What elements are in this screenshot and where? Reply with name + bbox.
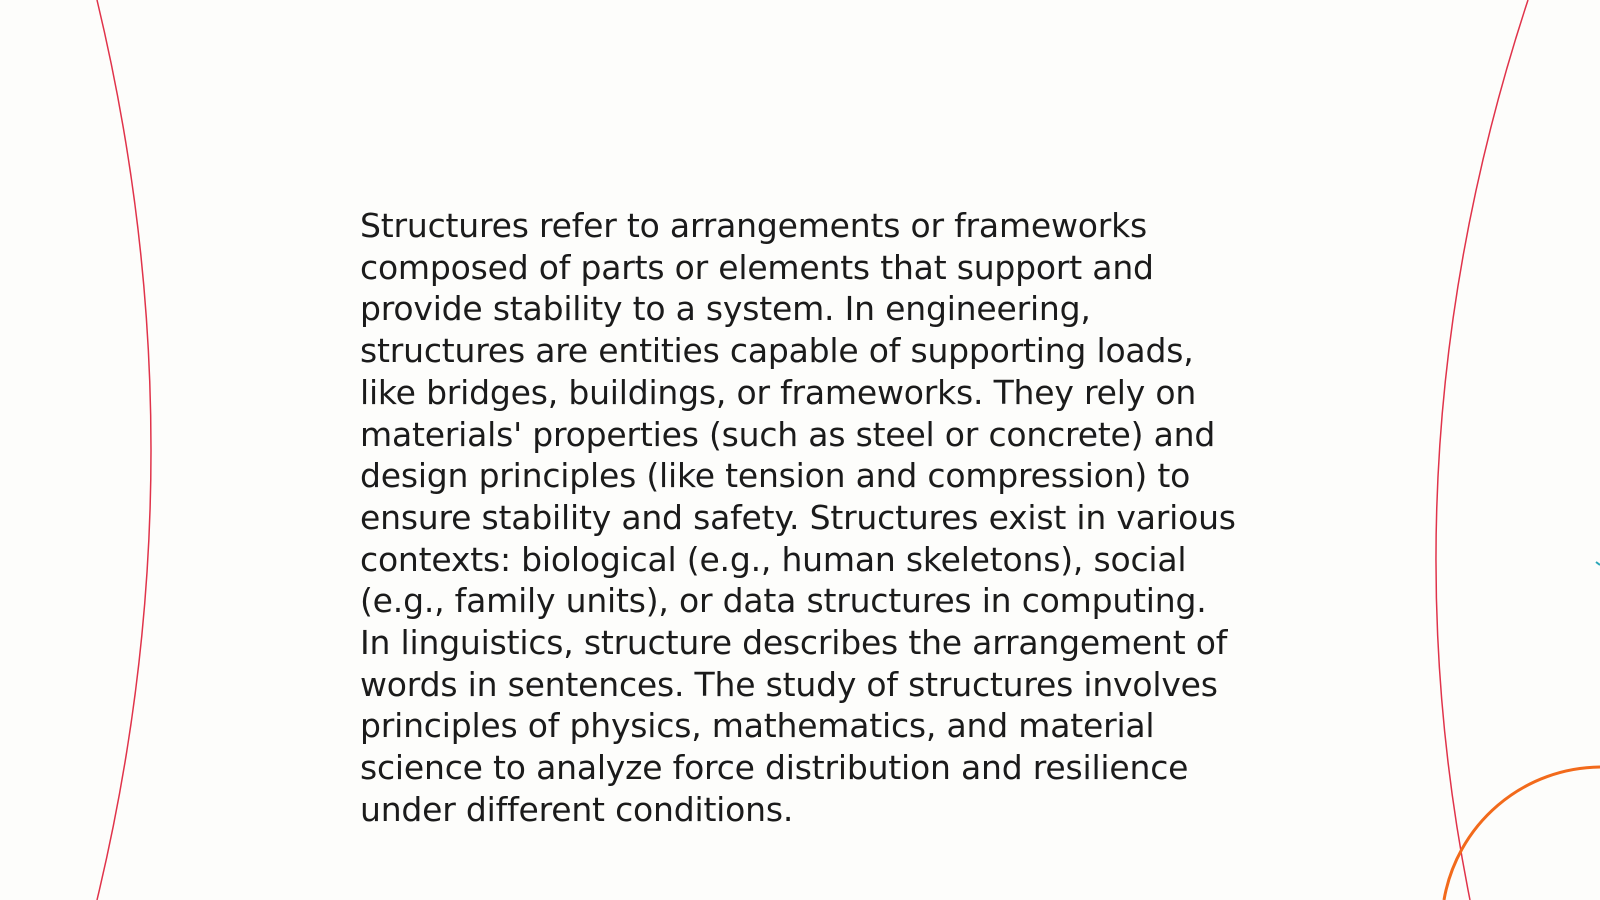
body-paragraph: Structures refer to arrangements or frameworks composed of parts or elements that support and provide stability to a system. In engineering, structures are entities capable of supporting loads, like bridges, buildings, or frameworks. They rely on materials' properties (such as steel or concrete) and design principles (like tension and compression) to ensure stability and safety. Structures exist in various contexts: biological (e.g., human skeletons), social (e.g., family units), or data structures in computing. In linguistics, structure describes the arrangement of words in sentences. The study of structures involves principles of physics, mathematics, and material science to analyze force distribution and resilience under different conditions. [360,206,1236,829]
right-red-curve [1436,0,1528,900]
orange-arc [1444,767,1600,900]
left-red-curve [97,0,151,900]
teal-accent-mark [1596,562,1600,565]
